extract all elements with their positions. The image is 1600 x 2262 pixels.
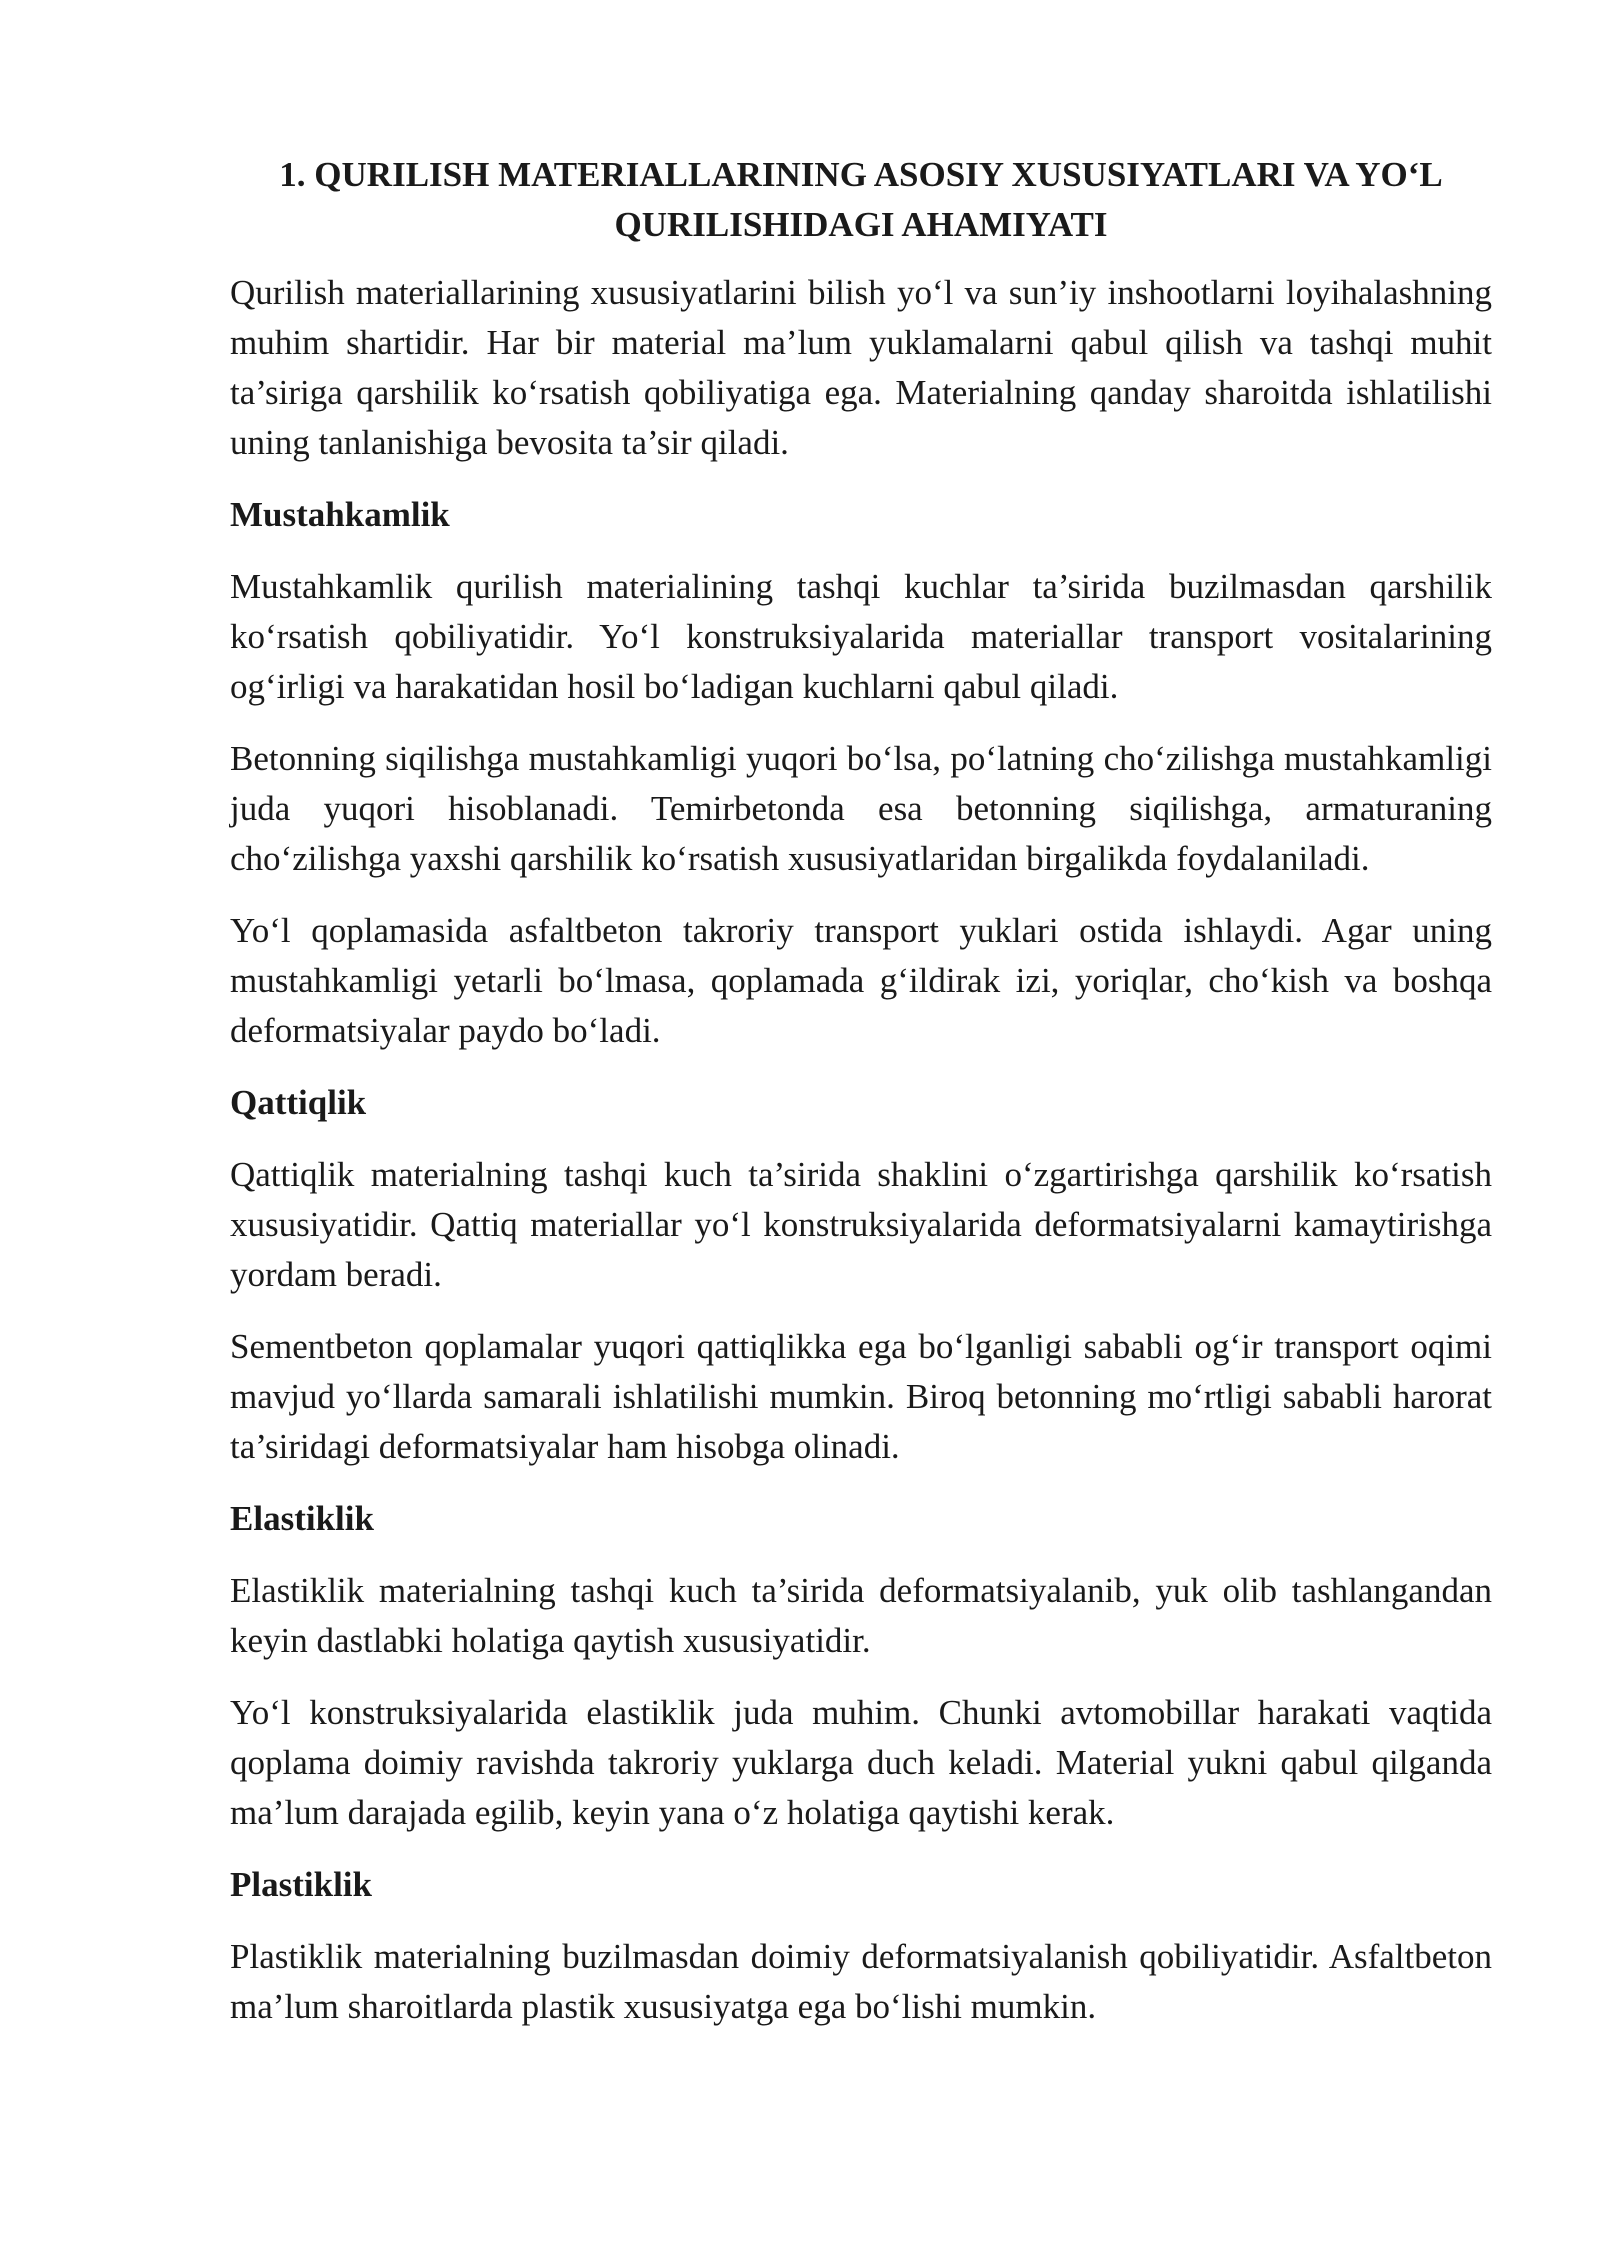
- paragraph: Mustahkamlik qurilish materialining tashqi kuchlar ta’sirida buzilmasdan qarshilik ko‘rsatish qobiliyatidir. Yo‘l konstruksiyalarida materiallar transport vositalarining og‘irligi va harakatidan hosil bo‘ladigan kuchlarni qabul qiladi.: [230, 567, 1492, 706]
- document-title: 1. QURILISH MATERIALLARINING ASOSIY XUSUSIYATLARI VA YO‘L QURILISHIDAGI AHAMIYATI: [279, 155, 1443, 244]
- paragraph: Yo‘l konstruksiyalarida elastiklik juda muhim. Chunki avtomobillar harakati vaqtida qoplama doimiy ravishda takroriy yuklarga duch keladi. Material yukni qabul qilganda ma’lum darajada egilib, keyin yana o‘z holatiga qaytishi kerak.: [230, 1693, 1492, 1832]
- intro-paragraph: Qurilish materiallarining xususiyatlarini bilish yo‘l va sun’iy inshootlarni loyihalashning muhim shartidir. Har bir material ma’lum yuklamalarni qabul qilish va tashqi muhit ta’siriga qarshilik ko‘rsatish qobiliyatiga ega. Materialning qanday sharoitda ishlatilishi uning tanlanishiga bevosita ta’sir qiladi.: [230, 273, 1492, 462]
- section-heading-plastiklik: Plastiklik: [230, 1865, 372, 1904]
- section-heading-elastiklik: Elastiklik: [230, 1499, 374, 1538]
- paragraph: Elastiklik materialning tashqi kuch ta’sirida deformatsiyalanib, yuk olib tashlangandan keyin dastlabki holatiga qaytish xususiyatidir.: [230, 1571, 1492, 1660]
- paragraph: Plastiklik materialning buzilmasdan doimiy deformatsiyalanish qobiliyatidir. Asfaltbeton ma’lum sharoitlarda plastik xususiyatga ega bo‘lishi mumkin.: [230, 1937, 1492, 2026]
- section-heading-qattiqlik: Qattiqlik: [230, 1083, 367, 1122]
- paragraph: Qattiqlik materialning tashqi kuch ta’sirida shaklini o‘zgartirishga qarshilik ko‘rsatish xususiyatidir. Qattiq materiallar yo‘l konstruksiyalarida deformatsiyalarni kamaytirishga yordam beradi.: [230, 1155, 1492, 1294]
- paragraph: Betonning siqilishga mustahkamligi yuqori bo‘lsa, po‘latning cho‘zilishga mustahkamligi juda yuqori hisoblanadi. Temirbetonda esa betonning siqilishga, armaturaning cho‘zilishga yaxshi qarshilik ko‘rsatish xususiyatlaridan birgalikda foydalaniladi.: [230, 739, 1492, 878]
- paragraph: Yo‘l qoplamasida asfaltbeton takroriy transport yuklari ostida ishlaydi. Agar uning mustahkamligi yetarli bo‘lmasa, qoplamada g‘ildirak izi, yoriqlar, cho‘kish va boshqa deformatsiyalar paydo bo‘ladi.: [230, 911, 1492, 1050]
- section-heading-mustahkamlik: Mustahkamlik: [230, 495, 450, 534]
- paragraph: Sementbeton qoplamalar yuqori qattiqlikka ega bo‘lganligi sababli og‘ir transport oqimi mavjud yo‘llarda samarali ishlatilishi mumkin. Biroq betonning mo‘rtligi sababli harorat ta’siridagi deformatsiyalar ham hisobga olinadi.: [230, 1327, 1492, 1466]
- document-body: [230, 150, 1492, 2054]
